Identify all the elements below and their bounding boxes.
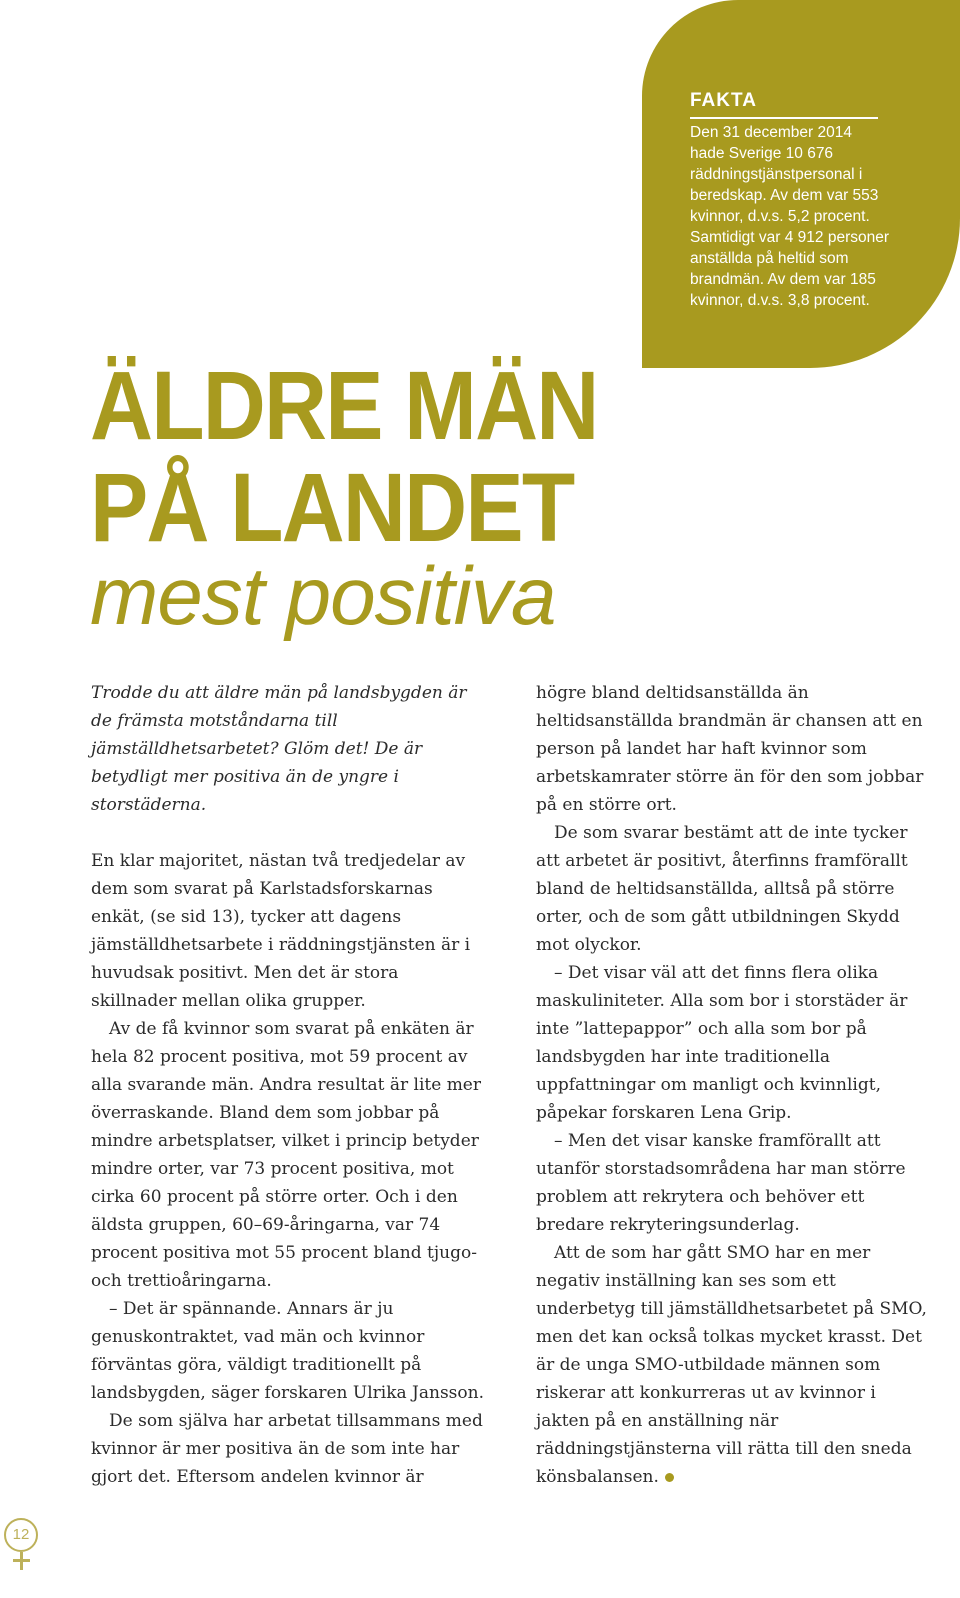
headline-subline: mest positiva <box>90 551 556 642</box>
article-paragraph: De som svarar bestämt att de inte tycker att arbetet är positivt, återfinns framförallt bland de heltidsanställda, alltså på större orter, och de som gått utbildningen Skydd mot olyckor. <box>536 823 908 955</box>
article-paragraph-last <box>536 1239 931 1491</box>
headline-line-2: PÅ LANDET <box>90 453 574 562</box>
fakta-title: FAKTA <box>690 90 878 119</box>
headline-line-1: ÄLDRE MÄN <box>90 351 598 460</box>
article-paragraph-text: Att de som har gått SMO har en mer negativ inställning kan ses som ett underbetyg till jämställdhetsarbetet på SMO, men det kan också tolkas mycket krasst. Det är de unga SMO-utbildade männen som riskerar att konkurreras ut av kvinnor i jakten på en anställning när räddningstjänsterna vill rätta till den sneda könsbalansen. <box>536 1243 927 1487</box>
article-paragraph: – Men det visar kanske framförallt att utanför storstadsområdena har man större problem att rekrytera och behöver ett bredare rekryteringsunderlag. <box>536 1131 906 1235</box>
article-paragraph: En klar majoritet, nästan två tredjedelar av dem som svarat på Karlstadsforskarnas enkät, (se sid 13), tycker att dagens jämställdhetsarbete i räddningstjänsten är i huvudsak positivt. Men det är stora skillnader mellan olika grupper. <box>91 851 471 1011</box>
article-paragraph: – Det är spännande. Annars är ju genuskontraktet, vad män och kvinnor förväntas göra, väldigt traditionellt på landsbygden, säger forskaren Ulrika Jansson. <box>91 1299 484 1403</box>
fakta-text: Den 31 december 2014 hade Sverige 10 676 räddningstjänstpersonal i beredskap. Av dem var 553 kvinnor, d.v.s. 5,2 procent. Samtidigt var 4 912 personer anställda på heltid som brandmän. Av dem var 185 kvinnor, d.v.s. 3,8 procent. <box>690 124 890 309</box>
article-paragraph: högre bland deltidsanställda än heltidsanställda brandmän är chansen att en person på landet har haft kvinnor som arbetskamrater större än för den som jobbar på en större ort. <box>536 683 924 815</box>
article-paragraph: Av de få kvinnor som svarat på enkäten är hela 82 procent positiva, mot 59 procent av alla svarande män. Andra resultat är lite mer överraskande. Bland dem som jobbar på mindre arbetsplatser, vilket i princip betyder mindre orter, var 73 procent positiva, mot cirka 60 procent på större orter. Och i den äldsta gruppen, 60–69-åringarna, var 74 procent positiva mot 55 procent bland tjugo- och trettioåringarna. <box>91 1019 481 1291</box>
headline <box>90 351 598 562</box>
end-mark-dot <box>665 1473 674 1482</box>
article-paragraph: – Det visar väl att det finns flera olika maskuliniteter. Alla som bor i storstäder är inte ”lattepappor” och alla som bor på landsbygden har inte traditionella uppfattningar om manligt och kvinnligt, påpekar forskaren Lena Grip. <box>536 963 908 1123</box>
article-column-left <box>91 679 486 1491</box>
article-ingress: Trodde du att äldre män på landsbygden är de främsta motståndarna till jämställdhetsarbetet? Glöm det! De är betydligt mer positiva än de yngre i storstäderna. <box>91 683 467 815</box>
page-number: 12 <box>4 1518 38 1552</box>
venus-symbol-cross <box>13 1559 30 1562</box>
article-paragraph: De som själva har arbetat tillsammans med kvinnor är mer positiva än de som inte har gjort det. Eftersom andelen kvinnor är <box>91 1411 483 1487</box>
article-column-right <box>536 679 931 1491</box>
